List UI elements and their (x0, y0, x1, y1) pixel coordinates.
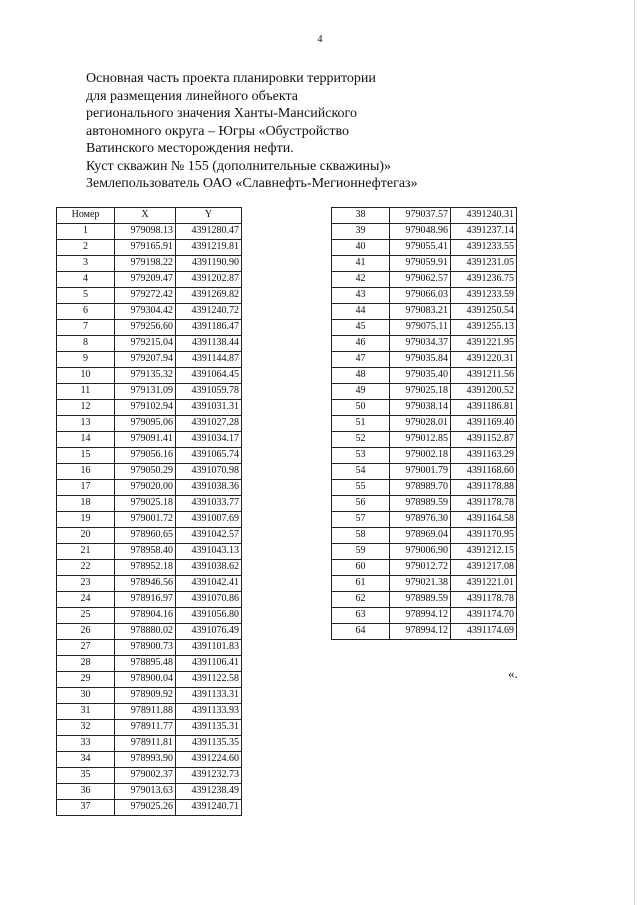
table-row (57, 704, 242, 720)
y-coordinate: 4391233.55 (451, 240, 517, 256)
table-row (57, 416, 242, 432)
x-coordinate: 979207.94 (115, 352, 176, 368)
point-number: 64 (332, 624, 390, 640)
point-number: 37 (57, 800, 115, 816)
x-coordinate: 979209.47 (115, 272, 176, 288)
table-row (332, 320, 517, 336)
point-number: 39 (332, 224, 390, 240)
point-number: 33 (57, 736, 115, 752)
y-coordinate: 4391135.35 (176, 736, 242, 752)
y-coordinate: 4391217.08 (451, 560, 517, 576)
table-row (57, 448, 242, 464)
y-coordinate: 4391144.87 (176, 352, 242, 368)
point-number: 62 (332, 592, 390, 608)
y-coordinate: 4391033.77 (176, 496, 242, 512)
table-header-row (57, 208, 242, 224)
y-coordinate: 4391186.47 (176, 320, 242, 336)
y-coordinate: 4391101.83 (176, 640, 242, 656)
y-coordinate: 4391174.70 (451, 608, 517, 624)
table-row (57, 592, 242, 608)
x-coordinate: 978900.73 (115, 640, 176, 656)
table-row (57, 240, 242, 256)
table-row (57, 352, 242, 368)
table-row (57, 768, 242, 784)
y-coordinate: 4391178.88 (451, 480, 517, 496)
table-row (332, 288, 517, 304)
x-coordinate: 979012.72 (390, 560, 451, 576)
point-number: 9 (57, 352, 115, 368)
x-coordinate: 979002.37 (115, 768, 176, 784)
x-coordinate: 979002.18 (390, 448, 451, 464)
point-number: 58 (332, 528, 390, 544)
y-coordinate: 4391169.40 (451, 416, 517, 432)
heading-line: Ватинского месторождения нефти. (86, 141, 294, 156)
table-row (57, 736, 242, 752)
y-coordinate: 4391106.41 (176, 656, 242, 672)
y-coordinate: 4391070.86 (176, 592, 242, 608)
y-coordinate: 4391190.90 (176, 256, 242, 272)
x-coordinate: 979021.38 (390, 576, 451, 592)
table-row (57, 400, 242, 416)
table-row (57, 288, 242, 304)
point-number: 59 (332, 544, 390, 560)
x-coordinate: 979012.85 (390, 432, 451, 448)
point-number: 26 (57, 624, 115, 640)
table-row (57, 368, 242, 384)
point-number: 60 (332, 560, 390, 576)
y-coordinate: 4391221.01 (451, 576, 517, 592)
point-number: 43 (332, 288, 390, 304)
table-row (332, 624, 517, 640)
x-coordinate: 978900.04 (115, 672, 176, 688)
table-row (332, 368, 517, 384)
x-coordinate: 979037.57 (390, 208, 451, 224)
table-row (57, 528, 242, 544)
x-coordinate: 979131.09 (115, 384, 176, 400)
header-y: Y (176, 208, 242, 224)
table-row (332, 480, 517, 496)
table-row (57, 256, 242, 272)
table-row (332, 240, 517, 256)
page-number: 4 (317, 34, 323, 45)
x-coordinate: 979035.84 (390, 352, 451, 368)
x-coordinate: 979075.11 (390, 320, 451, 336)
x-coordinate: 979025.18 (390, 384, 451, 400)
point-number: 54 (332, 464, 390, 480)
point-number: 36 (57, 784, 115, 800)
x-coordinate: 978946.56 (115, 576, 176, 592)
point-number: 34 (57, 752, 115, 768)
y-coordinate: 4391043.13 (176, 544, 242, 560)
table-row (57, 512, 242, 528)
closing-quote-mark: «. (508, 666, 518, 681)
point-number: 55 (332, 480, 390, 496)
point-number: 17 (57, 480, 115, 496)
heading-line: регионального значения Ханты-Мансийского (86, 106, 357, 121)
point-number: 16 (57, 464, 115, 480)
table-row (57, 720, 242, 736)
y-coordinate: 4391236.75 (451, 272, 517, 288)
table-row (57, 640, 242, 656)
y-coordinate: 4391138.44 (176, 336, 242, 352)
x-coordinate: 979048.96 (390, 224, 451, 240)
x-coordinate: 979135.32 (115, 368, 176, 384)
point-number: 1 (57, 224, 115, 240)
y-coordinate: 4391240.72 (176, 304, 242, 320)
point-number: 63 (332, 608, 390, 624)
point-number: 56 (332, 496, 390, 512)
table-row (332, 272, 517, 288)
x-coordinate: 979056.16 (115, 448, 176, 464)
y-coordinate: 4391076.49 (176, 624, 242, 640)
point-number: 21 (57, 544, 115, 560)
y-coordinate: 4391027.28 (176, 416, 242, 432)
y-coordinate: 4391135.31 (176, 720, 242, 736)
x-coordinate: 979256.60 (115, 320, 176, 336)
x-coordinate: 978994.12 (390, 624, 451, 640)
heading-line: автономного округа – Югры «Обустройство (86, 123, 350, 139)
y-coordinate: 4391250.54 (451, 304, 517, 320)
x-coordinate: 979066.03 (390, 288, 451, 304)
table-row (57, 688, 242, 704)
point-number: 12 (57, 400, 115, 416)
x-coordinate: 979062.57 (390, 272, 451, 288)
table-row (57, 544, 242, 560)
point-number: 31 (57, 704, 115, 720)
table-row (57, 784, 242, 800)
table-row (332, 208, 517, 224)
y-coordinate: 4391038.62 (176, 560, 242, 576)
document-heading (86, 70, 566, 193)
y-coordinate: 4391152.87 (451, 432, 517, 448)
table-row (332, 400, 517, 416)
x-coordinate: 979034.37 (390, 336, 451, 352)
point-number: 52 (332, 432, 390, 448)
table-row (332, 576, 517, 592)
table-row (332, 592, 517, 608)
x-coordinate: 979098.13 (115, 224, 176, 240)
table-body-right (332, 208, 517, 640)
y-coordinate: 4391065.74 (176, 448, 242, 464)
y-coordinate: 4391220.31 (451, 352, 517, 368)
point-number: 8 (57, 336, 115, 352)
x-coordinate: 978911.77 (115, 720, 176, 736)
x-coordinate: 978909.92 (115, 688, 176, 704)
x-coordinate: 978911.81 (115, 736, 176, 752)
x-coordinate: 979215.04 (115, 336, 176, 352)
point-number: 51 (332, 416, 390, 432)
y-coordinate: 4391233.59 (451, 288, 517, 304)
x-coordinate: 979013.63 (115, 784, 176, 800)
table-row (57, 224, 242, 240)
point-number: 42 (332, 272, 390, 288)
table-row (57, 608, 242, 624)
y-coordinate: 4391178.78 (451, 592, 517, 608)
point-number: 3 (57, 256, 115, 272)
point-number: 29 (57, 672, 115, 688)
y-coordinate: 4391170.95 (451, 528, 517, 544)
x-coordinate: 978989.59 (390, 496, 451, 512)
y-coordinate: 4391056.80 (176, 608, 242, 624)
y-coordinate: 4391064.45 (176, 368, 242, 384)
point-number: 11 (57, 384, 115, 400)
x-coordinate: 979059.91 (390, 256, 451, 272)
point-number: 25 (57, 608, 115, 624)
x-coordinate: 978993.90 (115, 752, 176, 768)
x-coordinate: 979025.26 (115, 800, 176, 816)
table-row (57, 480, 242, 496)
x-coordinate: 979006.90 (390, 544, 451, 560)
heading-line: Основная часть проекта планировки территории (86, 71, 376, 86)
table-row (57, 752, 242, 768)
y-coordinate: 4391133.31 (176, 688, 242, 704)
table-row (57, 304, 242, 320)
point-number: 53 (332, 448, 390, 464)
coordinates-table-left (56, 207, 242, 816)
table-row (57, 272, 242, 288)
y-coordinate: 4391232.73 (176, 768, 242, 784)
scan-edge-line (634, 0, 635, 905)
x-coordinate: 979102.94 (115, 400, 176, 416)
y-coordinate: 4391240.71 (176, 800, 242, 816)
point-number: 4 (57, 272, 115, 288)
coordinates-table-right (331, 207, 517, 640)
y-coordinate: 4391269.82 (176, 288, 242, 304)
table-row (57, 320, 242, 336)
table-row (57, 384, 242, 400)
point-number: 32 (57, 720, 115, 736)
x-coordinate: 979050.29 (115, 464, 176, 480)
y-coordinate: 4391133.93 (176, 704, 242, 720)
point-number: 28 (57, 656, 115, 672)
table-row (57, 672, 242, 688)
table-row (57, 624, 242, 640)
point-number: 20 (57, 528, 115, 544)
y-coordinate: 4391212.15 (451, 544, 517, 560)
table-row (332, 352, 517, 368)
x-coordinate: 979165.91 (115, 240, 176, 256)
y-coordinate: 4391038.36 (176, 480, 242, 496)
x-coordinate: 978911.88 (115, 704, 176, 720)
y-coordinate: 4391200.52 (451, 384, 517, 400)
point-number: 38 (332, 208, 390, 224)
x-coordinate: 979025.18 (115, 496, 176, 512)
y-coordinate: 4391164.58 (451, 512, 517, 528)
y-coordinate: 4391070.98 (176, 464, 242, 480)
y-coordinate: 4391237.14 (451, 224, 517, 240)
x-coordinate: 979091.41 (115, 432, 176, 448)
point-number: 47 (332, 352, 390, 368)
point-number: 48 (332, 368, 390, 384)
y-coordinate: 4391255.13 (451, 320, 517, 336)
y-coordinate: 4391211.56 (451, 368, 517, 384)
heading-line: Куст скважин № 155 (дополнительные скважины)» (86, 158, 392, 174)
y-coordinate: 4391186.81 (451, 400, 517, 416)
y-coordinate: 4391238.49 (176, 784, 242, 800)
table-row (57, 560, 242, 576)
x-coordinate: 978969.04 (390, 528, 451, 544)
table-row (57, 432, 242, 448)
x-coordinate: 979001.72 (115, 512, 176, 528)
point-number: 41 (332, 256, 390, 272)
table-row (332, 544, 517, 560)
table-row (332, 464, 517, 480)
x-coordinate: 979095.06 (115, 416, 176, 432)
point-number: 45 (332, 320, 390, 336)
point-number: 50 (332, 400, 390, 416)
point-number: 5 (57, 288, 115, 304)
table-row (332, 416, 517, 432)
table-row (332, 256, 517, 272)
table-row (332, 432, 517, 448)
point-number: 18 (57, 496, 115, 512)
table-row (57, 464, 242, 480)
table-row (332, 512, 517, 528)
x-coordinate: 978976.30 (390, 512, 451, 528)
x-coordinate: 978952.18 (115, 560, 176, 576)
point-number: 14 (57, 432, 115, 448)
point-number: 23 (57, 576, 115, 592)
y-coordinate: 4391178.78 (451, 496, 517, 512)
table-row (57, 800, 242, 816)
x-coordinate: 978989.70 (390, 480, 451, 496)
table-row (57, 656, 242, 672)
point-number: 7 (57, 320, 115, 336)
y-coordinate: 4391163.29 (451, 448, 517, 464)
x-coordinate: 979020.00 (115, 480, 176, 496)
x-coordinate: 978958.40 (115, 544, 176, 560)
x-coordinate: 979035.40 (390, 368, 451, 384)
x-coordinate: 978904.16 (115, 608, 176, 624)
y-coordinate: 4391174.69 (451, 624, 517, 640)
table-row (332, 448, 517, 464)
point-number: 13 (57, 416, 115, 432)
table-row (332, 304, 517, 320)
point-number: 2 (57, 240, 115, 256)
x-coordinate: 978960.65 (115, 528, 176, 544)
y-coordinate: 4391231.05 (451, 256, 517, 272)
point-number: 15 (57, 448, 115, 464)
table-row (332, 336, 517, 352)
y-coordinate: 4391007.69 (176, 512, 242, 528)
y-coordinate: 4391034.17 (176, 432, 242, 448)
point-number: 19 (57, 512, 115, 528)
table-row (332, 496, 517, 512)
table-row (57, 576, 242, 592)
point-number: 30 (57, 688, 115, 704)
x-coordinate: 978989.59 (390, 592, 451, 608)
x-coordinate: 979083.21 (390, 304, 451, 320)
y-coordinate: 4391240.31 (451, 208, 517, 224)
table-row (332, 224, 517, 240)
point-number: 40 (332, 240, 390, 256)
x-coordinate: 979198.22 (115, 256, 176, 272)
header-x: X (115, 208, 176, 224)
point-number: 57 (332, 512, 390, 528)
point-number: 27 (57, 640, 115, 656)
y-coordinate: 4391221.95 (451, 336, 517, 352)
y-coordinate: 4391059.78 (176, 384, 242, 400)
point-number: 24 (57, 592, 115, 608)
point-number: 22 (57, 560, 115, 576)
y-coordinate: 4391042.41 (176, 576, 242, 592)
x-coordinate: 979272.42 (115, 288, 176, 304)
y-coordinate: 4391042.57 (176, 528, 242, 544)
point-number: 35 (57, 768, 115, 784)
table-row (57, 496, 242, 512)
x-coordinate: 978880.02 (115, 624, 176, 640)
point-number: 49 (332, 384, 390, 400)
point-number: 61 (332, 576, 390, 592)
x-coordinate: 978916.97 (115, 592, 176, 608)
point-number: 44 (332, 304, 390, 320)
table-row (57, 336, 242, 352)
x-coordinate: 979304.42 (115, 304, 176, 320)
x-coordinate: 979055.41 (390, 240, 451, 256)
header-number: Номер (57, 208, 115, 224)
table-row (332, 560, 517, 576)
y-coordinate: 4391280.47 (176, 224, 242, 240)
y-coordinate: 4391031.31 (176, 400, 242, 416)
x-coordinate: 979001.79 (390, 464, 451, 480)
y-coordinate: 4391224.60 (176, 752, 242, 768)
x-coordinate: 978994.12 (390, 608, 451, 624)
x-coordinate: 978895.48 (115, 656, 176, 672)
table-row (332, 528, 517, 544)
y-coordinate: 4391202.87 (176, 272, 242, 288)
x-coordinate: 979028.01 (390, 416, 451, 432)
y-coordinate: 4391219.81 (176, 240, 242, 256)
table-row (332, 608, 517, 624)
heading-line: Землепользователь ОАО «Славнефть-Мегионнефтегаз» (86, 176, 418, 191)
y-coordinate: 4391122.58 (176, 672, 242, 688)
point-number: 6 (57, 304, 115, 320)
x-coordinate: 979038.14 (390, 400, 451, 416)
table-body-left (57, 224, 242, 816)
point-number: 46 (332, 336, 390, 352)
heading-line: для размещения линейного объекта (86, 88, 298, 104)
point-number: 10 (57, 368, 115, 384)
table-row (332, 384, 517, 400)
y-coordinate: 4391168.60 (451, 464, 517, 480)
